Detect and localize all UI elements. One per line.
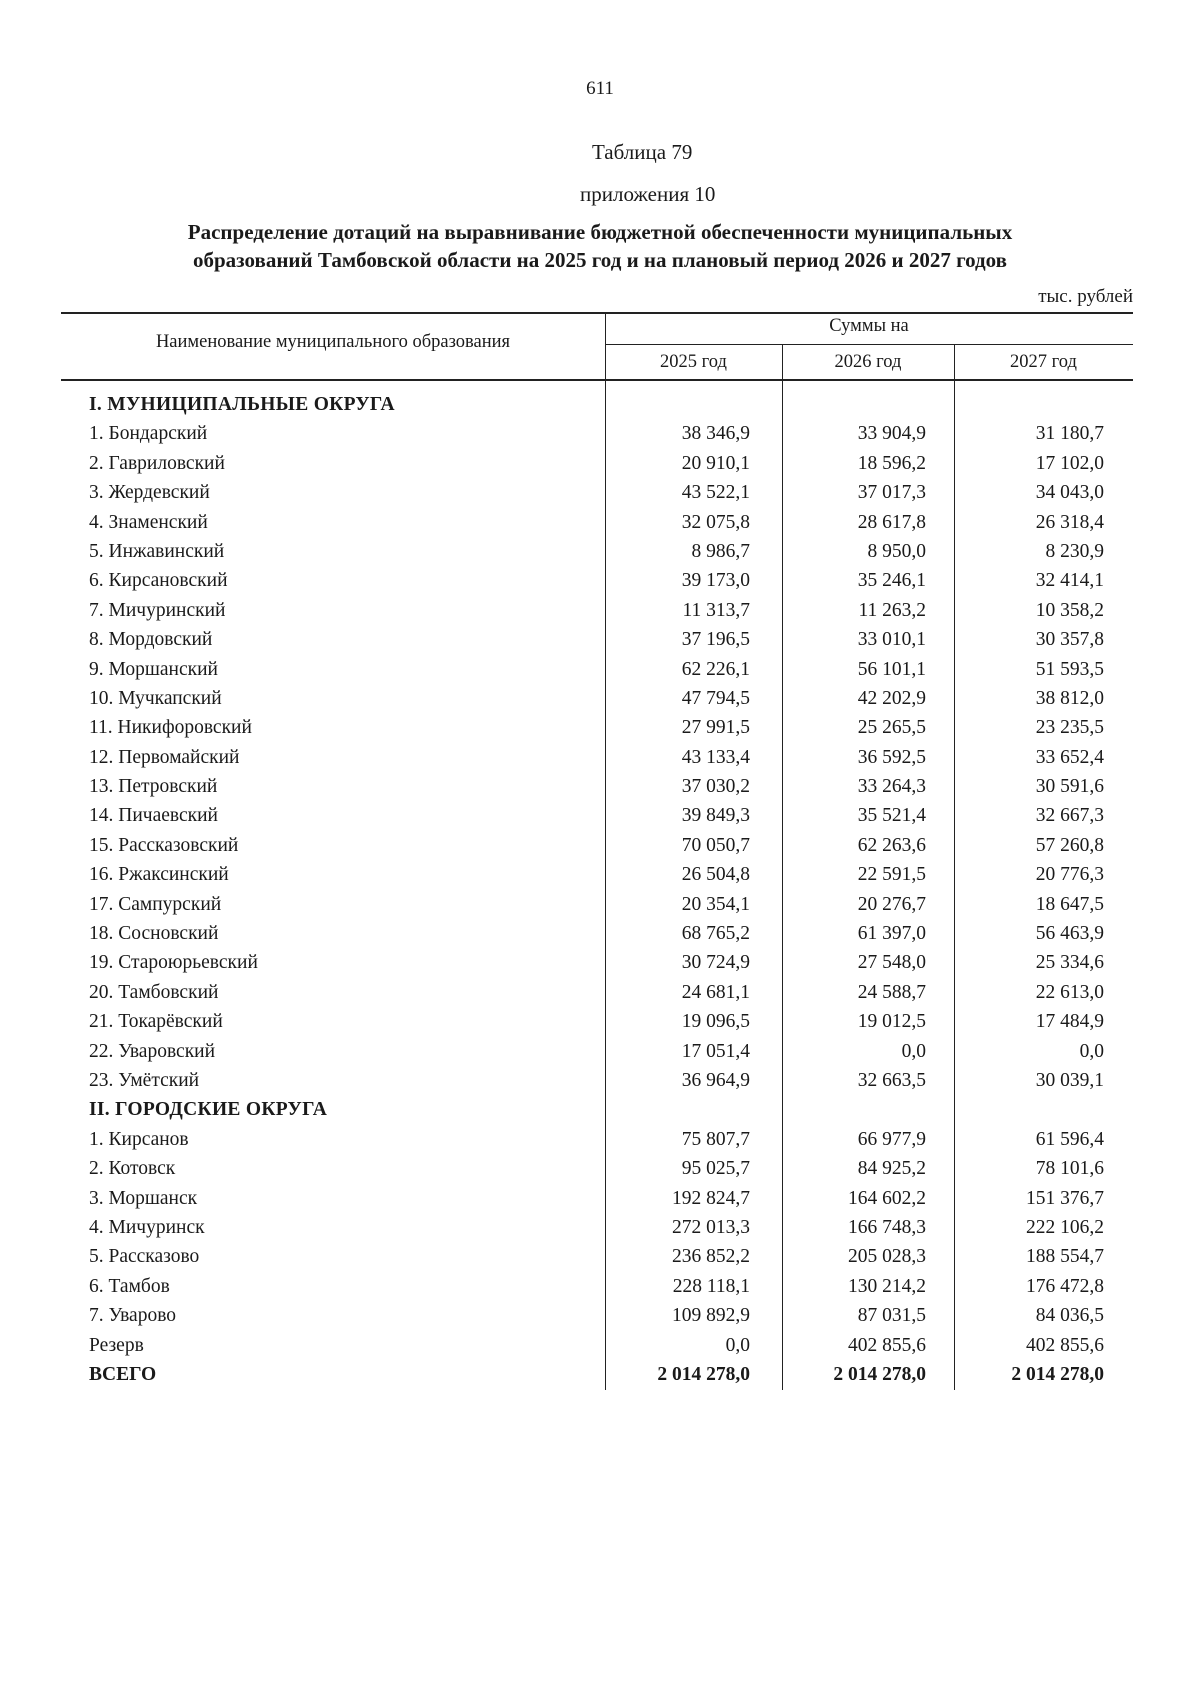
row-name: 15. Рассказовский (89, 834, 239, 856)
units-label: тыс. рублей (1038, 286, 1133, 307)
value-2025: 26 504,8 (681, 864, 750, 886)
value-2026: 2 014 278,0 (833, 1363, 926, 1385)
table-row (61, 803, 1133, 832)
value-2025: 47 794,5 (681, 687, 750, 709)
row-name: 1. Бондарский (89, 423, 208, 445)
table-row (61, 774, 1133, 803)
value-2027: 32 414,1 (1035, 570, 1104, 592)
value-2027: 78 101,6 (1035, 1158, 1104, 1180)
value-2025: 192 824,7 (672, 1187, 750, 1209)
table-row (61, 568, 1133, 597)
table-row (61, 421, 1133, 450)
value-2027: 33 652,4 (1035, 746, 1104, 768)
value-2027: 56 463,9 (1035, 923, 1104, 945)
value-2025: 228 118,1 (672, 1275, 750, 1297)
row-name: 3. Моршанск (89, 1187, 198, 1209)
table-row (61, 950, 1133, 979)
table-row (61, 1009, 1133, 1038)
row-name: 5. Рассказово (89, 1246, 200, 1268)
value-2027: 34 043,0 (1035, 482, 1104, 504)
value-2027: 176 472,8 (1026, 1275, 1104, 1297)
page-number: 611 (586, 78, 614, 99)
row-name: 11. Никифоровский (89, 717, 252, 739)
table-row (61, 715, 1133, 744)
value-2026: 33 904,9 (857, 423, 926, 445)
value-2026: 87 031,5 (857, 1305, 926, 1327)
value-2025: 2 014 278,0 (657, 1363, 750, 1385)
value-2026: 130 214,2 (848, 1275, 926, 1297)
row-name: 4. Мичуринск (89, 1216, 205, 1238)
table-row (61, 1039, 1133, 1068)
value-2026: 62 263,6 (857, 834, 926, 856)
value-2025: 20 354,1 (681, 893, 750, 915)
value-2025: 17 051,4 (681, 1040, 750, 1062)
table-row (61, 892, 1133, 921)
value-2026: 25 265,5 (857, 717, 926, 739)
value-2026: 56 101,1 (857, 658, 926, 680)
value-2027: 0,0 (1079, 1040, 1104, 1062)
value-2025: 30 724,9 (681, 952, 750, 974)
row-name: 22. Уваровский (89, 1040, 216, 1062)
value-2026: 205 028,3 (848, 1246, 926, 1268)
table-row (61, 1274, 1133, 1303)
table-row (61, 451, 1133, 480)
row-name: 23. Умётский (89, 1069, 200, 1091)
value-2027: 17 484,9 (1035, 1011, 1104, 1033)
value-2025: 39 849,3 (681, 805, 750, 827)
value-2027: 20 776,3 (1035, 864, 1104, 886)
header-year-2025: 2025 год (660, 352, 727, 372)
value-2027: 84 036,5 (1035, 1305, 1104, 1327)
value-2026: 66 977,9 (857, 1128, 926, 1150)
table-row (61, 1215, 1133, 1244)
value-2025: 0,0 (725, 1334, 750, 1356)
value-2027: 22 613,0 (1035, 981, 1104, 1003)
document-title (60, 218, 1140, 274)
value-2026: 33 010,1 (857, 629, 926, 651)
value-2025: 37 030,2 (681, 776, 750, 798)
row-name: 17. Сампурский (89, 893, 222, 915)
appendix-reference: приложения 10 (580, 182, 716, 206)
value-2025: 20 910,1 (681, 452, 750, 474)
value-2025: 27 991,5 (681, 717, 750, 739)
value-2027: 51 593,5 (1035, 658, 1104, 680)
value-2025: 68 765,2 (681, 923, 750, 945)
value-2027: 25 334,6 (1035, 952, 1104, 974)
section-header-row (61, 1097, 1133, 1126)
row-name: 3. Жердевский (89, 482, 210, 504)
value-2027: 31 180,7 (1035, 423, 1104, 445)
row-name: 6. Кирсановский (89, 570, 228, 592)
value-2026: 84 925,2 (857, 1158, 926, 1180)
value-2027: 26 318,4 (1035, 511, 1104, 533)
row-name: 2. Гавриловский (89, 452, 225, 474)
header-year-2027: 2027 год (1010, 352, 1077, 372)
table-top-rule (61, 312, 1133, 314)
row-name: 13. Петровский (89, 776, 218, 798)
table-row (61, 921, 1133, 950)
row-name: 19. Староюрьевский (89, 952, 258, 974)
value-2025: 37 196,5 (681, 629, 750, 651)
value-2025: 24 681,1 (681, 981, 750, 1003)
table-row (61, 1068, 1133, 1097)
value-2025: 36 964,9 (681, 1069, 750, 1091)
table-row (61, 627, 1133, 656)
row-name: 2. Котовск (89, 1158, 176, 1180)
value-2025: 62 226,1 (681, 658, 750, 680)
row-name: 7. Мичуринский (89, 599, 226, 621)
table-row (61, 1303, 1133, 1332)
row-name: II. ГОРОДСКИЕ ОКРУГА (89, 1099, 328, 1121)
value-2027: 402 855,6 (1026, 1334, 1104, 1356)
value-2027: 222 106,2 (1026, 1216, 1104, 1238)
value-2027: 61 596,4 (1035, 1128, 1104, 1150)
row-name: 16. Ржаксинский (89, 864, 229, 886)
value-2027: 57 260,8 (1035, 834, 1104, 856)
table-row (61, 1244, 1133, 1273)
table-row (61, 1127, 1133, 1156)
value-2026: 18 596,2 (857, 452, 926, 474)
row-name: 21. Токарёвский (89, 1011, 223, 1033)
value-2026: 35 521,4 (857, 805, 926, 827)
value-2026: 0,0 (901, 1040, 926, 1062)
value-2027: 151 376,7 (1026, 1187, 1104, 1209)
section-header-row (61, 392, 1133, 421)
value-2026: 164 602,2 (848, 1187, 926, 1209)
value-2025: 95 025,7 (681, 1158, 750, 1180)
value-2026: 37 017,3 (857, 482, 926, 504)
header-year-2026: 2026 год (834, 352, 902, 372)
value-2026: 36 592,5 (857, 746, 926, 768)
value-2026: 22 591,5 (857, 864, 926, 886)
value-2025: 272 013,3 (672, 1216, 750, 1238)
value-2025: 75 807,7 (681, 1128, 750, 1150)
value-2026: 402 855,6 (848, 1334, 926, 1356)
value-2026: 35 246,1 (857, 570, 926, 592)
row-name: 9. Моршанский (89, 658, 218, 680)
value-2025: 8 986,7 (691, 540, 750, 562)
row-name: 12. Первомайский (89, 746, 240, 768)
value-2025: 39 173,0 (681, 570, 750, 592)
table-row (61, 833, 1133, 862)
value-2025: 43 133,4 (681, 746, 750, 768)
title-line-2: образований Тамбовской области на 2025 год и на плановый период 2026 и 2027 годов (193, 248, 1007, 272)
value-2026: 19 012,5 (857, 1011, 926, 1033)
value-2026: 28 617,8 (857, 511, 926, 533)
total-row (61, 1362, 1133, 1391)
value-2026: 33 264,3 (857, 776, 926, 798)
value-2026: 166 748,3 (848, 1216, 926, 1238)
table-row (61, 1156, 1133, 1185)
value-2026: 24 588,7 (857, 981, 926, 1003)
value-2026: 11 263,2 (858, 599, 926, 621)
row-name: 4. Знаменский (89, 511, 208, 533)
header-sums: Суммы на (829, 316, 909, 336)
table-row (61, 686, 1133, 715)
row-name: 5. Инжавинский (89, 540, 225, 562)
sums-header-rule (605, 344, 1133, 345)
value-2027: 30 357,8 (1035, 629, 1104, 651)
table-row (61, 510, 1133, 539)
title-line-1: Распределение дотаций на выравнивание бюджетной обеспеченности муниципальных (187, 220, 1013, 244)
value-2025: 43 522,1 (681, 482, 750, 504)
table-row (61, 862, 1133, 891)
table-row (61, 980, 1133, 1009)
value-2027: 32 667,3 (1035, 805, 1104, 827)
value-2026: 27 548,0 (857, 952, 926, 974)
value-2027: 30 591,6 (1035, 776, 1104, 798)
dotation-table (61, 312, 1133, 1392)
value-2025: 38 346,9 (681, 423, 750, 445)
value-2027: 38 812,0 (1035, 687, 1104, 709)
value-2027: 2 014 278,0 (1011, 1363, 1104, 1385)
value-2027: 18 647,5 (1035, 893, 1104, 915)
value-2025: 19 096,5 (681, 1011, 750, 1033)
value-2025: 11 313,7 (682, 599, 750, 621)
table-row (61, 539, 1133, 568)
row-name: 20. Тамбовский (89, 981, 219, 1003)
row-name: 8. Мордовский (89, 629, 213, 651)
value-2027: 188 554,7 (1026, 1246, 1104, 1268)
row-name: 1. Кирсанов (89, 1128, 189, 1150)
row-name: 6. Тамбов (89, 1275, 170, 1297)
table-row (61, 745, 1133, 774)
row-name: I. МУНИЦИПАЛЬНЫЕ ОКРУГА (89, 394, 395, 415)
value-2026: 42 202,9 (857, 687, 926, 709)
value-2027: 10 358,2 (1035, 599, 1104, 621)
table-row (61, 1186, 1133, 1215)
value-2025: 70 050,7 (681, 834, 750, 856)
value-2026: 61 397,0 (857, 923, 926, 945)
value-2027: 8 230,9 (1045, 540, 1104, 562)
table-row (61, 657, 1133, 686)
header-name-column: Наименование муниципального образования (155, 332, 511, 352)
value-2026: 20 276,7 (857, 893, 926, 915)
value-2026: 32 663,5 (857, 1069, 926, 1091)
table-row (61, 480, 1133, 509)
value-2027: 30 039,1 (1035, 1069, 1104, 1091)
row-name: 10. Мучкапский (89, 687, 222, 709)
header-bottom-rule (61, 379, 1133, 381)
table-body (61, 392, 1133, 1391)
value-2025: 32 075,8 (681, 511, 750, 533)
value-2025: 236 852,2 (672, 1246, 750, 1268)
value-2027: 23 235,5 (1035, 717, 1104, 739)
row-name: Резерв (89, 1334, 144, 1356)
row-name: 14. Пичаевский (89, 805, 218, 827)
table-row (61, 1333, 1133, 1362)
row-name: 18. Сосновский (89, 923, 219, 945)
row-name: 7. Уварово (89, 1305, 177, 1327)
value-2027: 17 102,0 (1035, 452, 1104, 474)
value-2025: 109 892,9 (672, 1305, 750, 1327)
row-name: ВСЕГО (89, 1363, 157, 1385)
table-row (61, 598, 1133, 627)
table-reference: Таблица 79 (592, 140, 693, 164)
value-2026: 8 950,0 (867, 540, 926, 562)
